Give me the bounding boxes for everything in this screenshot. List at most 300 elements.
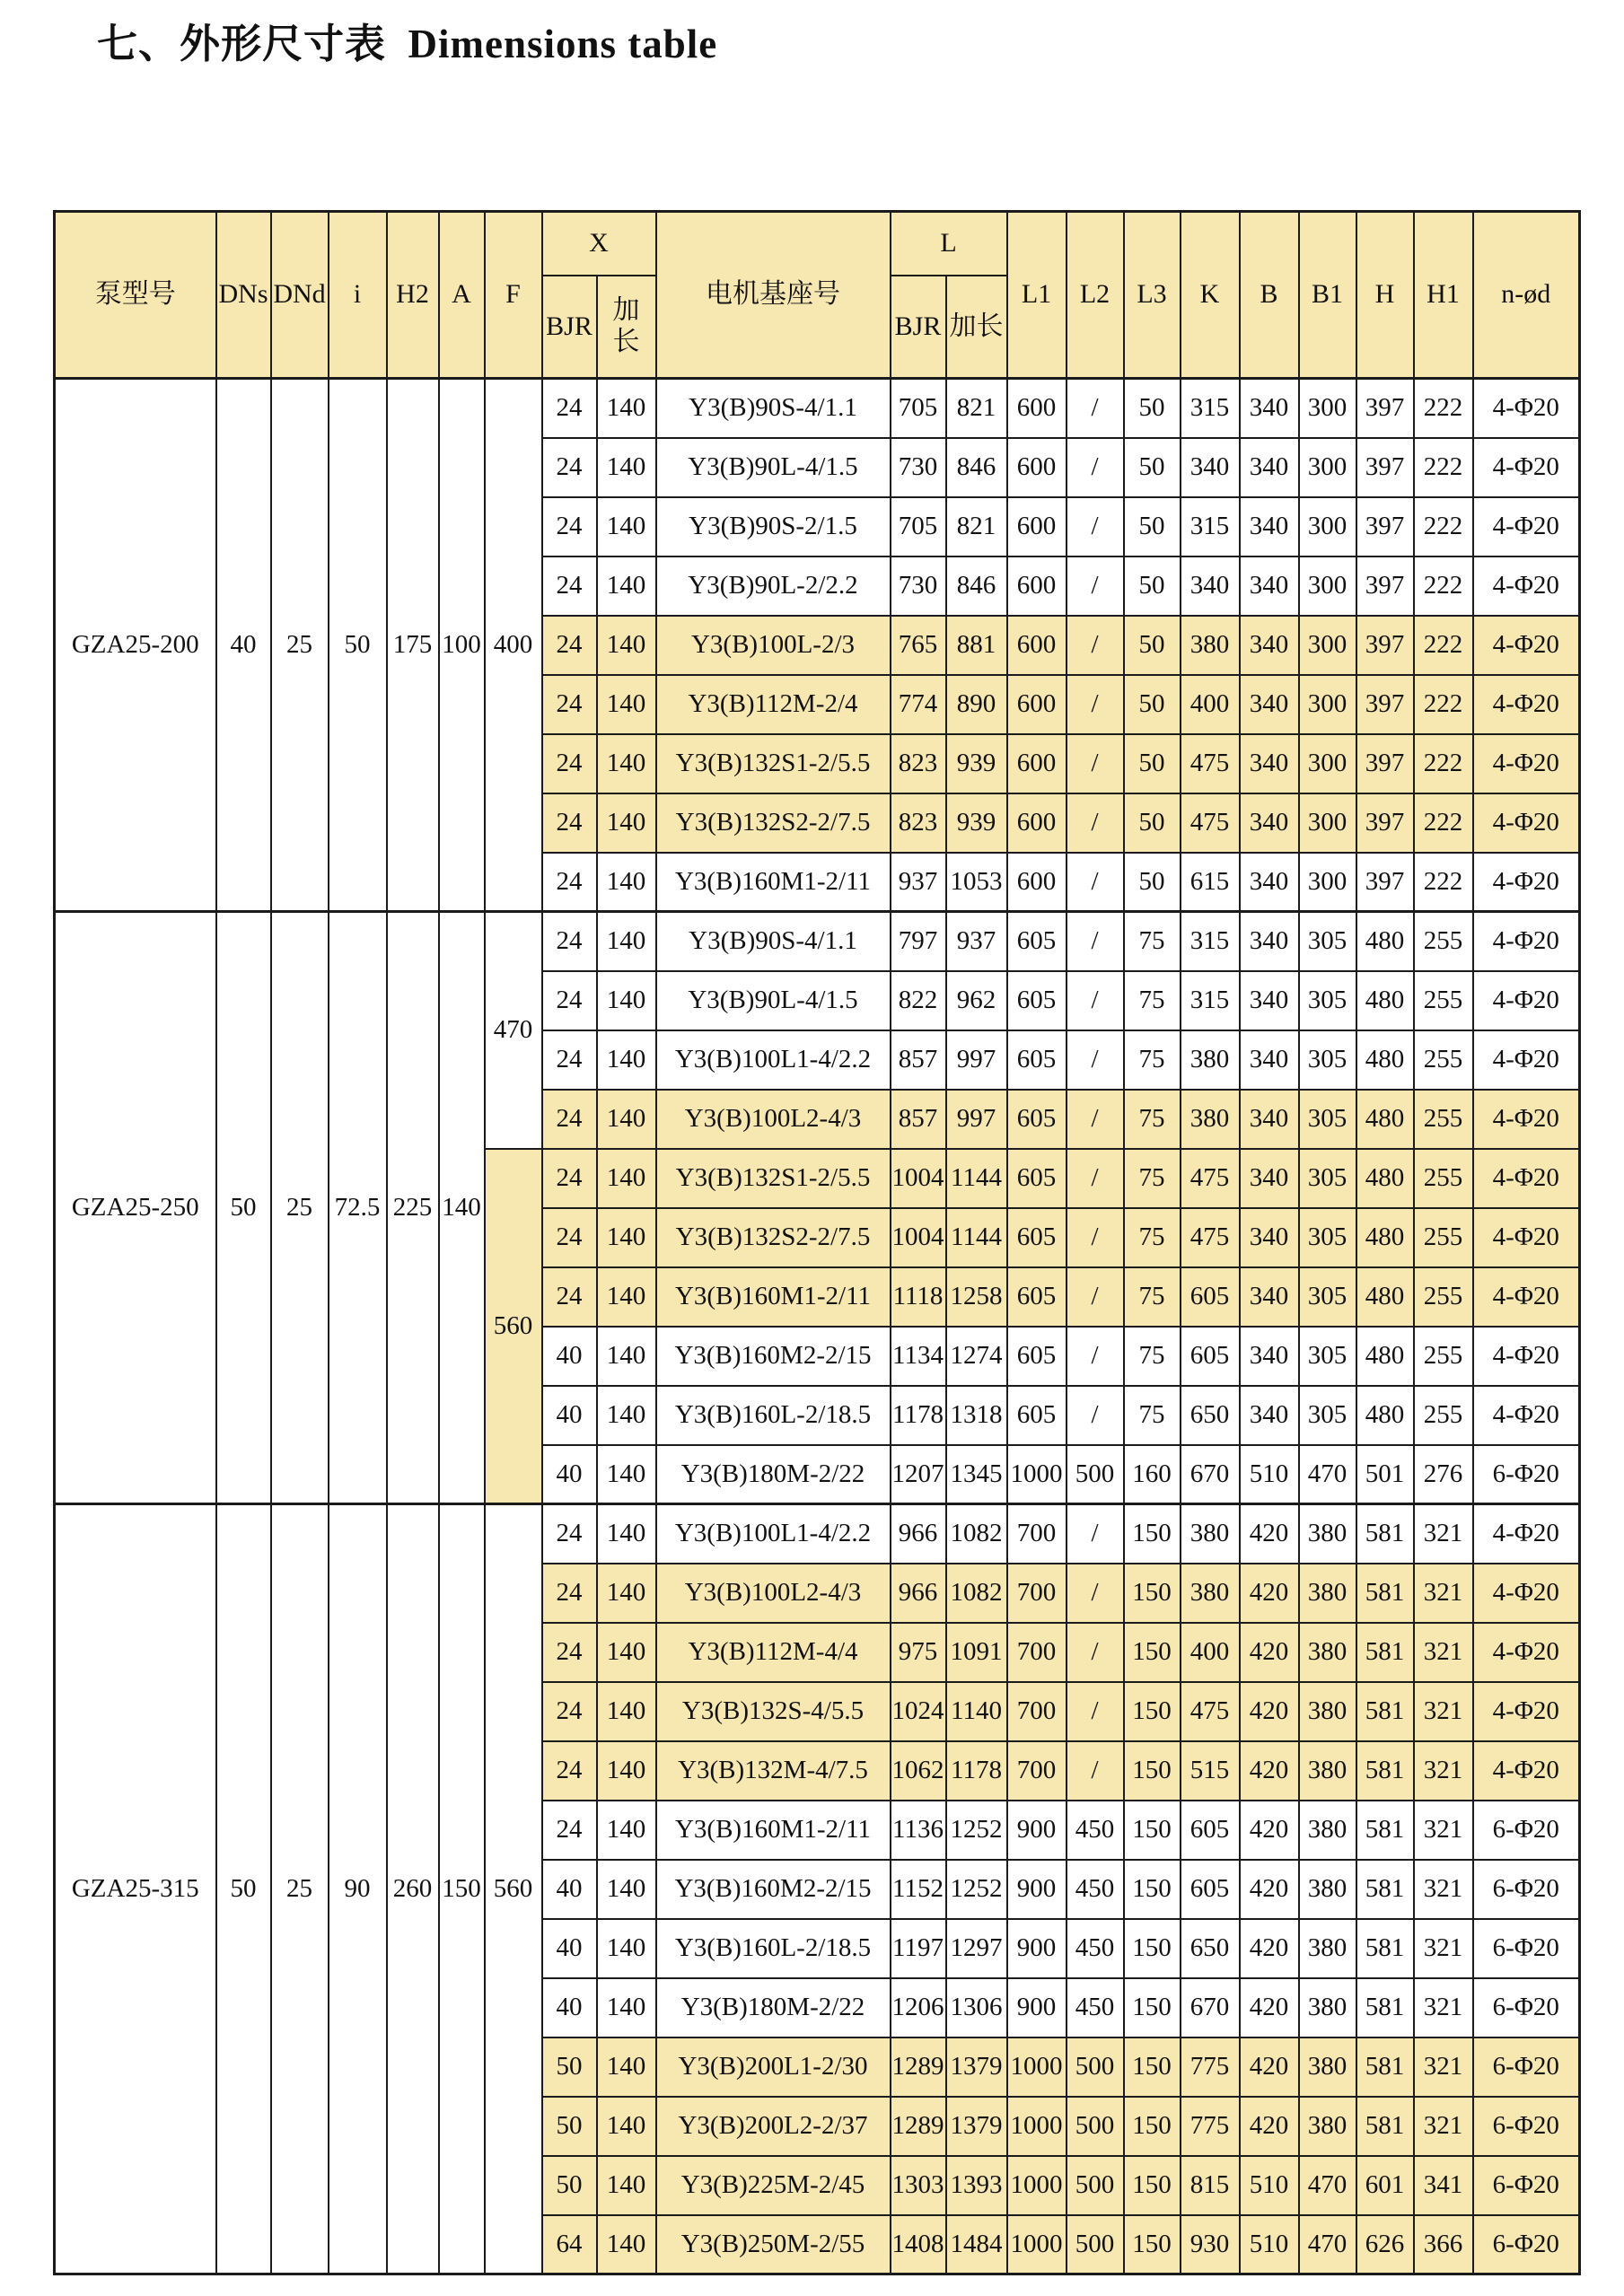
- cell-x-ext: 140: [597, 497, 656, 556]
- cell-motor-base: Y3(B)132S2-2/7.5: [656, 1208, 891, 1267]
- cell-n-od: 4-Φ20: [1473, 793, 1580, 853]
- cell-n-od: 4-Φ20: [1473, 616, 1580, 675]
- cell-k: 615: [1181, 853, 1240, 912]
- cell-n-od: 6-Φ20: [1473, 2097, 1580, 2156]
- cell-h: 480: [1356, 1208, 1414, 1267]
- cell-b: 420: [1240, 2037, 1299, 2097]
- cell-h: 480: [1356, 1327, 1414, 1386]
- cell-h: 581: [1356, 1801, 1414, 1860]
- cell-x-bjr: 24: [542, 1741, 597, 1801]
- cell-l-ext: 962: [946, 971, 1007, 1030]
- cell-h: 397: [1356, 556, 1414, 616]
- col-header-x-bjr: BJR: [542, 276, 597, 379]
- cell-l3: 75: [1124, 1327, 1181, 1386]
- cell-l2: /: [1067, 497, 1124, 556]
- col-header-i: i: [329, 212, 387, 379]
- cell-l3: 150: [1124, 1623, 1181, 1682]
- cell-x-bjr: 40: [542, 1445, 597, 1504]
- cell-l1: 605: [1007, 1090, 1067, 1149]
- col-header-h1: H1: [1414, 212, 1473, 379]
- cell-b1: 380: [1299, 1682, 1356, 1741]
- cell-n-od: 4-Φ20: [1473, 1149, 1580, 1208]
- cell-l-bjr: 1289: [891, 2037, 946, 2097]
- cell-motor-base: Y3(B)132S2-2/7.5: [656, 793, 891, 853]
- cell-h1: 255: [1414, 912, 1473, 971]
- cell-b1: 305: [1299, 1327, 1356, 1386]
- col-header-h2: H2: [387, 212, 439, 379]
- cell-k: 670: [1181, 1978, 1240, 2037]
- cell-l-bjr: 1062: [891, 1741, 946, 1801]
- cell-h1: 321: [1414, 1801, 1473, 1860]
- cell-b: 420: [1240, 1682, 1299, 1741]
- cell-b: 340: [1240, 912, 1299, 971]
- dns-cell: 50: [216, 1504, 271, 2274]
- cell-b1: 305: [1299, 1030, 1356, 1090]
- page-title: 七、外形尺寸表 Dimensions table: [97, 22, 718, 66]
- cell-motor-base: Y3(B)90L-4/1.5: [656, 438, 891, 497]
- cell-k: 380: [1181, 1564, 1240, 1623]
- cell-x-ext: 140: [597, 793, 656, 853]
- cell-l-ext: 1345: [946, 1445, 1007, 1504]
- cell-x-ext: 140: [597, 1919, 656, 1978]
- cell-n-od: 4-Φ20: [1473, 971, 1580, 1030]
- cell-k: 475: [1181, 1149, 1240, 1208]
- cell-l3: 160: [1124, 1445, 1181, 1504]
- cell-x-bjr: 24: [542, 971, 597, 1030]
- cell-h: 397: [1356, 853, 1414, 912]
- cell-motor-base: Y3(B)132S-4/5.5: [656, 1682, 891, 1741]
- cell-b1: 380: [1299, 1978, 1356, 2037]
- cell-l1: 605: [1007, 1030, 1067, 1090]
- cell-l1: 605: [1007, 1267, 1067, 1327]
- cell-b: 420: [1240, 1860, 1299, 1919]
- cell-k: 380: [1181, 1504, 1240, 1564]
- cell-l3: 50: [1124, 616, 1181, 675]
- cell-l-bjr: 822: [891, 971, 946, 1030]
- cell-h: 397: [1356, 675, 1414, 734]
- cell-x-ext: 140: [597, 1978, 656, 2037]
- cell-b: 340: [1240, 497, 1299, 556]
- cell-b: 340: [1240, 1090, 1299, 1149]
- cell-k: 605: [1181, 1860, 1240, 1919]
- cell-l1: 600: [1007, 497, 1067, 556]
- cell-b1: 470: [1299, 2215, 1356, 2274]
- cell-l-ext: 881: [946, 616, 1007, 675]
- cell-b1: 300: [1299, 793, 1356, 853]
- cell-l1: 1000: [1007, 2037, 1067, 2097]
- cell-l2: 500: [1067, 2215, 1124, 2274]
- cell-k: 380: [1181, 616, 1240, 675]
- cell-motor-base: Y3(B)100L2-4/3: [656, 1090, 891, 1149]
- cell-l1: 600: [1007, 734, 1067, 793]
- cell-l-ext: 1274: [946, 1327, 1007, 1386]
- pump-model-cell: GZA25-200: [55, 379, 216, 912]
- cell-l-bjr: 774: [891, 675, 946, 734]
- cell-l3: 150: [1124, 1741, 1181, 1801]
- cell-l-ext: 997: [946, 1030, 1007, 1090]
- cell-l3: 150: [1124, 2037, 1181, 2097]
- cell-x-ext: 140: [597, 2037, 656, 2097]
- cell-l-bjr: 1136: [891, 1801, 946, 1860]
- cell-h: 601: [1356, 2156, 1414, 2215]
- cell-b: 420: [1240, 1623, 1299, 1682]
- dnd-cell: 25: [271, 1504, 329, 2274]
- cell-l2: 500: [1067, 2037, 1124, 2097]
- cell-h: 397: [1356, 438, 1414, 497]
- cell-l1: 600: [1007, 438, 1067, 497]
- cell-b1: 380: [1299, 1504, 1356, 1564]
- cell-motor-base: Y3(B)132M-4/7.5: [656, 1741, 891, 1801]
- cell-l3: 50: [1124, 497, 1181, 556]
- cell-l2: /: [1067, 912, 1124, 971]
- cell-x-bjr: 40: [542, 1386, 597, 1445]
- cell-l2: 450: [1067, 1978, 1124, 2037]
- cell-k: 400: [1181, 1623, 1240, 1682]
- a-cell: 140: [439, 912, 485, 1504]
- h2-cell: 175: [387, 379, 439, 912]
- cell-b1: 470: [1299, 2156, 1356, 2215]
- cell-h1: 341: [1414, 2156, 1473, 2215]
- cell-b1: 300: [1299, 734, 1356, 793]
- cell-l3: 50: [1124, 734, 1181, 793]
- col-header-motor-base: 电机基座号: [656, 212, 891, 379]
- cell-motor-base: Y3(B)160M1-2/11: [656, 853, 891, 912]
- cell-n-od: 6-Φ20: [1473, 1860, 1580, 1919]
- cell-b: 340: [1240, 438, 1299, 497]
- cell-b: 340: [1240, 853, 1299, 912]
- cell-l1: 900: [1007, 1978, 1067, 2037]
- cell-h1: 321: [1414, 2097, 1473, 2156]
- cell-l2: 500: [1067, 2097, 1124, 2156]
- cell-x-ext: 140: [597, 2156, 656, 2215]
- cell-b: 340: [1240, 1208, 1299, 1267]
- cell-n-od: 6-Φ20: [1473, 1445, 1580, 1504]
- cell-h1: 255: [1414, 1208, 1473, 1267]
- cell-n-od: 4-Φ20: [1473, 1267, 1580, 1327]
- cell-l1: 600: [1007, 675, 1067, 734]
- cell-x-bjr: 24: [542, 1030, 597, 1090]
- a-cell: 150: [439, 1504, 485, 2274]
- cell-l2: /: [1067, 1682, 1124, 1741]
- cell-l-bjr: 797: [891, 912, 946, 971]
- cell-l-bjr: 1152: [891, 1860, 946, 1919]
- cell-b1: 380: [1299, 1860, 1356, 1919]
- table-row: [55, 379, 1580, 438]
- cell-l1: 1000: [1007, 2156, 1067, 2215]
- cell-h: 480: [1356, 912, 1414, 971]
- cell-motor-base: Y3(B)160M2-2/15: [656, 1327, 891, 1386]
- cell-l3: 150: [1124, 1504, 1181, 1564]
- cell-l-ext: 821: [946, 497, 1007, 556]
- cell-l-bjr: 1134: [891, 1327, 946, 1386]
- cell-b: 340: [1240, 793, 1299, 853]
- cell-motor-base: Y3(B)160L-2/18.5: [656, 1386, 891, 1445]
- cell-h: 581: [1356, 1741, 1414, 1801]
- cell-l-bjr: 1289: [891, 2097, 946, 2156]
- cell-motor-base: Y3(B)200L1-2/30: [656, 2037, 891, 2097]
- cell-l2: /: [1067, 1386, 1124, 1445]
- cell-b1: 305: [1299, 1386, 1356, 1445]
- cell-x-ext: 140: [597, 616, 656, 675]
- cell-motor-base: Y3(B)90L-4/1.5: [656, 971, 891, 1030]
- cell-x-ext: 140: [597, 438, 656, 497]
- cell-l2: /: [1067, 1030, 1124, 1090]
- cell-l3: 75: [1124, 912, 1181, 971]
- cell-k: 650: [1181, 1386, 1240, 1445]
- cell-h1: 222: [1414, 497, 1473, 556]
- cell-motor-base: Y3(B)180M-2/22: [656, 1445, 891, 1504]
- cell-h1: 222: [1414, 379, 1473, 438]
- cell-l2: 450: [1067, 1860, 1124, 1919]
- dns-cell: 50: [216, 912, 271, 1504]
- cell-n-od: 4-Φ20: [1473, 734, 1580, 793]
- cell-x-ext: 140: [597, 1445, 656, 1504]
- cell-h: 397: [1356, 793, 1414, 853]
- cell-l1: 900: [1007, 1860, 1067, 1919]
- cell-x-ext: 140: [597, 971, 656, 1030]
- cell-x-ext: 140: [597, 1267, 656, 1327]
- cell-x-bjr: 24: [542, 1504, 597, 1564]
- cell-l-ext: 1144: [946, 1208, 1007, 1267]
- cell-h1: 321: [1414, 1504, 1473, 1564]
- cell-l-ext: 1082: [946, 1564, 1007, 1623]
- cell-n-od: 6-Φ20: [1473, 2037, 1580, 2097]
- cell-n-od: 4-Φ20: [1473, 1030, 1580, 1090]
- cell-l-bjr: 975: [891, 1623, 946, 1682]
- cell-l-ext: 1484: [946, 2215, 1007, 2274]
- cell-l3: 75: [1124, 1149, 1181, 1208]
- cell-n-od: 4-Φ20: [1473, 497, 1580, 556]
- cell-l2: /: [1067, 734, 1124, 793]
- cell-k: 475: [1181, 793, 1240, 853]
- cell-l-ext: 1306: [946, 1978, 1007, 2037]
- cell-x-bjr: 50: [542, 2037, 597, 2097]
- cell-b1: 380: [1299, 2097, 1356, 2156]
- cell-b: 340: [1240, 971, 1299, 1030]
- cell-b1: 305: [1299, 1090, 1356, 1149]
- cell-x-bjr: 64: [542, 2215, 597, 2274]
- cell-l2: 500: [1067, 2156, 1124, 2215]
- cell-x-ext: 140: [597, 1682, 656, 1741]
- f-cell: 470: [485, 912, 542, 1149]
- cell-motor-base: Y3(B)100L1-4/2.2: [656, 1030, 891, 1090]
- cell-x-bjr: 24: [542, 616, 597, 675]
- cell-l-bjr: 1178: [891, 1386, 946, 1445]
- cell-l3: 50: [1124, 556, 1181, 616]
- col-header-l-group: L: [891, 212, 1007, 276]
- cell-l1: 600: [1007, 793, 1067, 853]
- cell-x-ext: 140: [597, 1386, 656, 1445]
- cell-l-bjr: 705: [891, 379, 946, 438]
- cell-b: 340: [1240, 1030, 1299, 1090]
- cell-h: 626: [1356, 2215, 1414, 2274]
- cell-k: 400: [1181, 675, 1240, 734]
- cell-l1: 605: [1007, 971, 1067, 1030]
- cell-l3: 150: [1124, 1564, 1181, 1623]
- h2-cell: 225: [387, 912, 439, 1504]
- cell-b1: 380: [1299, 2037, 1356, 2097]
- cell-h: 480: [1356, 1090, 1414, 1149]
- cell-l3: 50: [1124, 853, 1181, 912]
- cell-h1: 321: [1414, 1682, 1473, 1741]
- cell-l-bjr: 823: [891, 734, 946, 793]
- cell-h1: 321: [1414, 1860, 1473, 1919]
- cell-l3: 50: [1124, 438, 1181, 497]
- i-cell: 72.5: [329, 912, 387, 1504]
- cell-l-ext: 1318: [946, 1386, 1007, 1445]
- cell-l-bjr: 937: [891, 853, 946, 912]
- table-row: [55, 912, 1580, 971]
- cell-l2: /: [1067, 379, 1124, 438]
- cell-l1: 700: [1007, 1741, 1067, 1801]
- dns-cell: 40: [216, 379, 271, 912]
- cell-n-od: 4-Φ20: [1473, 1386, 1580, 1445]
- cell-l3: 75: [1124, 1208, 1181, 1267]
- cell-k: 475: [1181, 734, 1240, 793]
- i-cell: 90: [329, 1504, 387, 2274]
- cell-l2: 450: [1067, 1919, 1124, 1978]
- cell-b: 420: [1240, 1801, 1299, 1860]
- cell-h1: 255: [1414, 1267, 1473, 1327]
- cell-b: 420: [1240, 1978, 1299, 2037]
- cell-k: 380: [1181, 1090, 1240, 1149]
- cell-l3: 150: [1124, 2156, 1181, 2215]
- cell-h1: 366: [1414, 2215, 1473, 2274]
- cell-k: 340: [1181, 438, 1240, 497]
- col-header-l-ext: 加长: [946, 276, 1007, 379]
- cell-b: 510: [1240, 1445, 1299, 1504]
- cell-h: 581: [1356, 1978, 1414, 2037]
- cell-h1: 276: [1414, 1445, 1473, 1504]
- cell-k: 930: [1181, 2215, 1240, 2274]
- cell-l2: /: [1067, 1623, 1124, 1682]
- col-header-h: H: [1356, 212, 1414, 379]
- pump-model-cell: GZA25-315: [55, 1504, 216, 2274]
- cell-h1: 321: [1414, 2037, 1473, 2097]
- cell-h1: 222: [1414, 438, 1473, 497]
- cell-h1: 222: [1414, 793, 1473, 853]
- cell-x-bjr: 50: [542, 2097, 597, 2156]
- cell-h1: 321: [1414, 1978, 1473, 2037]
- cell-k: 475: [1181, 1682, 1240, 1741]
- cell-l1: 700: [1007, 1504, 1067, 1564]
- cell-l-bjr: 705: [891, 497, 946, 556]
- cell-l2: /: [1067, 438, 1124, 497]
- cell-b1: 300: [1299, 497, 1356, 556]
- cell-l-ext: 1140: [946, 1682, 1007, 1741]
- cell-n-od: 6-Φ20: [1473, 2215, 1580, 2274]
- cell-x-bjr: 24: [542, 1801, 597, 1860]
- col-header-l2: L2: [1067, 212, 1124, 379]
- cell-l1: 605: [1007, 1386, 1067, 1445]
- cell-b: 420: [1240, 1504, 1299, 1564]
- cell-b1: 305: [1299, 1208, 1356, 1267]
- cell-h: 581: [1356, 1860, 1414, 1919]
- cell-x-ext: 140: [597, 734, 656, 793]
- cell-l-bjr: 1024: [891, 1682, 946, 1741]
- cell-k: 605: [1181, 1801, 1240, 1860]
- cell-b1: 380: [1299, 1623, 1356, 1682]
- cell-x-bjr: 40: [542, 1327, 597, 1386]
- cell-h: 581: [1356, 1504, 1414, 1564]
- cell-l-bjr: 1408: [891, 2215, 946, 2274]
- cell-k: 380: [1181, 1030, 1240, 1090]
- cell-l3: 150: [1124, 1978, 1181, 2037]
- col-header-dns: DNs: [216, 212, 271, 379]
- cell-h: 397: [1356, 379, 1414, 438]
- cell-b: 340: [1240, 1327, 1299, 1386]
- cell-n-od: 4-Φ20: [1473, 1564, 1580, 1623]
- cell-l3: 150: [1124, 1860, 1181, 1919]
- cell-motor-base: Y3(B)225M-2/45: [656, 2156, 891, 2215]
- cell-n-od: 6-Φ20: [1473, 1801, 1580, 1860]
- cell-l2: /: [1067, 1327, 1124, 1386]
- f-cell: 560: [485, 1504, 542, 2274]
- f-cell: 560: [485, 1149, 542, 1504]
- cell-l-bjr: 857: [891, 1090, 946, 1149]
- cell-x-ext: 140: [597, 1208, 656, 1267]
- cell-h1: 321: [1414, 1919, 1473, 1978]
- cell-n-od: 4-Φ20: [1473, 1327, 1580, 1386]
- cell-x-bjr: 24: [542, 734, 597, 793]
- cell-b1: 300: [1299, 438, 1356, 497]
- cell-x-bjr: 24: [542, 1208, 597, 1267]
- col-header-x-ext: 加长: [597, 276, 656, 379]
- cell-x-ext: 140: [597, 1801, 656, 1860]
- cell-l-bjr: 1303: [891, 2156, 946, 2215]
- cell-l-ext: 1252: [946, 1801, 1007, 1860]
- cell-x-bjr: 24: [542, 1564, 597, 1623]
- cell-x-ext: 140: [597, 2097, 656, 2156]
- cell-k: 815: [1181, 2156, 1240, 2215]
- cell-l-bjr: 730: [891, 438, 946, 497]
- cell-n-od: 4-Φ20: [1473, 1208, 1580, 1267]
- cell-motor-base: Y3(B)160M2-2/15: [656, 1860, 891, 1919]
- col-header-f: F: [485, 212, 542, 379]
- cell-k: 475: [1181, 1208, 1240, 1267]
- cell-h: 480: [1356, 971, 1414, 1030]
- a-cell: 100: [439, 379, 485, 912]
- cell-n-od: 4-Φ20: [1473, 438, 1580, 497]
- cell-b: 420: [1240, 1741, 1299, 1801]
- cell-x-bjr: 24: [542, 497, 597, 556]
- cell-k: 650: [1181, 1919, 1240, 1978]
- cell-h1: 255: [1414, 1030, 1473, 1090]
- cell-motor-base: Y3(B)100L1-4/2.2: [656, 1504, 891, 1564]
- cell-h: 581: [1356, 2097, 1414, 2156]
- cell-x-bjr: 40: [542, 1978, 597, 2037]
- cell-b1: 305: [1299, 1149, 1356, 1208]
- cell-motor-base: Y3(B)132S1-2/5.5: [656, 734, 891, 793]
- cell-l2: /: [1067, 616, 1124, 675]
- cell-l3: 75: [1124, 971, 1181, 1030]
- cell-h: 581: [1356, 1919, 1414, 1978]
- cell-b: 340: [1240, 556, 1299, 616]
- cell-k: 315: [1181, 497, 1240, 556]
- cell-h1: 255: [1414, 971, 1473, 1030]
- header-row-1: [55, 212, 1580, 276]
- cell-l-ext: 1178: [946, 1741, 1007, 1801]
- cell-k: 775: [1181, 2037, 1240, 2097]
- cell-motor-base: Y3(B)160L-2/18.5: [656, 1919, 891, 1978]
- cell-h: 480: [1356, 1149, 1414, 1208]
- cell-x-bjr: 24: [542, 556, 597, 616]
- cell-l1: 600: [1007, 616, 1067, 675]
- col-header-dnd: DNd: [271, 212, 329, 379]
- cell-n-od: 4-Φ20: [1473, 556, 1580, 616]
- cell-b: 340: [1240, 1386, 1299, 1445]
- cell-h: 501: [1356, 1445, 1414, 1504]
